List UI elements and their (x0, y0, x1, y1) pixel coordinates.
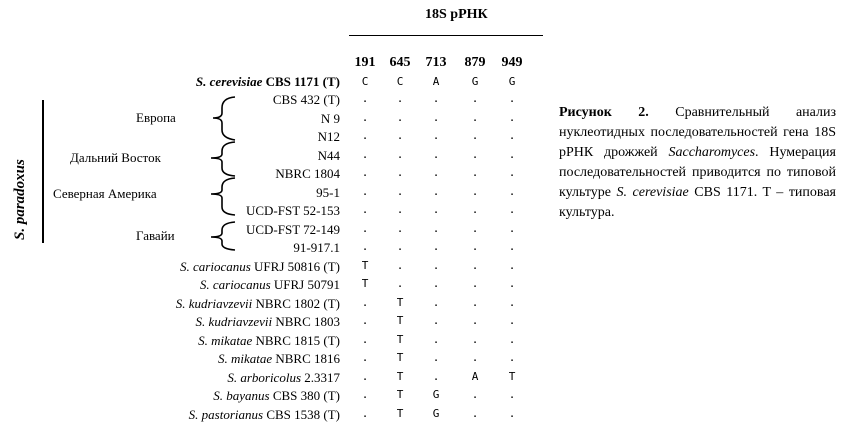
alignment-cell: . (508, 406, 516, 420)
alignment-cell: . (432, 295, 440, 309)
alignment-cell: T (396, 295, 404, 309)
alignment-cell: T (396, 406, 404, 420)
alignment-cell: . (432, 129, 440, 142)
strain-id: UCD-FST 72-149 (245, 221, 340, 237)
alignment-cell: . (471, 203, 479, 216)
alignment-cell: . (508, 110, 516, 124)
species-name: S. cariocanus (199, 277, 271, 292)
alignment-cell: . (396, 258, 404, 272)
alignment-cell: . (432, 314, 440, 327)
alignment-cell: . (471, 388, 479, 401)
alignment-cell: . (396, 129, 404, 142)
alignment-cell: . (432, 221, 440, 235)
alignment-cell: . (432, 369, 440, 383)
species-name: S. arboricolus (227, 369, 301, 385)
alignment-cell: . (396, 147, 404, 161)
strain-id: 95-1 (316, 184, 340, 200)
alignment-cell: . (396, 166, 404, 179)
strain-label (316, 185, 340, 201)
alignment-cell: . (508, 129, 516, 142)
alignment-cell: T (396, 314, 404, 327)
strain-id: NBRC 1803 (275, 314, 340, 329)
species-name: S. pastorianus (188, 406, 264, 422)
strain-id: CBS 432 (T) (272, 92, 340, 107)
species-name: S. mikatae (198, 332, 253, 348)
alignment-cell: . (508, 240, 516, 253)
alignment-cell: . (396, 92, 404, 105)
alignment-cell: . (361, 203, 369, 216)
strain-id: NBRC 1804 (275, 166, 340, 181)
strain-label (189, 407, 340, 423)
caption-text-3: CBS 1171. T – типовая культура. (559, 185, 836, 220)
strain-label (213, 388, 340, 404)
alignment-cell: . (432, 147, 440, 161)
strain-label (293, 240, 340, 256)
brace-far-east (211, 142, 235, 176)
reference-species: S. cerevisiae (195, 74, 263, 89)
strain-id: N44 (317, 147, 340, 163)
alignment-cell: . (508, 184, 516, 198)
alignment-cell: . (508, 147, 516, 161)
brace-north-america (211, 178, 235, 215)
species-name: S. cariocanus (180, 258, 251, 274)
alignment-cell: . (396, 110, 404, 124)
position-949: 949 (501, 55, 523, 70)
reference-base-cell: G (508, 75, 516, 88)
strain-label (218, 351, 340, 367)
alignment-cell: . (396, 240, 404, 253)
alignment-cell: . (361, 184, 369, 198)
strain-id: 2.3317 (304, 369, 340, 385)
alignment-cell: . (361, 406, 369, 420)
alignment-cell: T (361, 277, 369, 290)
alignment-cell: . (396, 184, 404, 198)
strain-label (321, 111, 340, 127)
alignment-cell: . (471, 314, 479, 327)
reference-base-cell: A (432, 75, 440, 88)
species-name: S. kudriavzevii (175, 295, 253, 311)
strain-label (198, 333, 340, 349)
alignment-cell: . (471, 332, 479, 346)
alignment-cell: . (508, 258, 516, 272)
strain-label (275, 166, 340, 182)
alignment-cell: G (432, 388, 440, 401)
alignment-cell: . (508, 203, 516, 216)
group-label-far-east: Дальний Восток (70, 150, 161, 165)
alignment-cell: . (432, 351, 440, 364)
alignment-cell: . (508, 332, 516, 346)
alignment-cell: . (361, 92, 369, 105)
group-label-north-america: Северная Америка (53, 186, 157, 201)
alignment-cell: . (432, 240, 440, 253)
strain-id: CBS 380 (T) (272, 388, 340, 403)
alignment-cell: . (361, 295, 369, 309)
caption-species: S. cerevisiae (616, 185, 689, 200)
alignment-cell: . (471, 295, 479, 309)
alignment-cell: . (471, 166, 479, 179)
alignment-cell: G (432, 406, 440, 420)
alignment-cell: . (361, 388, 369, 401)
alignment-cell: . (508, 314, 516, 327)
species-name: S. kudriavzevii (195, 314, 273, 329)
alignment-cell: . (471, 277, 479, 290)
species-name: S. bayanus (213, 388, 270, 403)
reference-base-cell: C (396, 75, 404, 88)
alignment-cell: . (508, 277, 516, 290)
alignment-cell: . (361, 240, 369, 253)
alignment-cell: . (361, 221, 369, 235)
strain-id: NBRC 1815 (T) (255, 332, 340, 348)
strain-label (200, 277, 340, 293)
strain-id: 91-917.1 (293, 240, 340, 255)
position-645: 645 (389, 55, 411, 70)
group-label-hawaii: Гавайи (136, 228, 175, 243)
alignment-cell: . (508, 295, 516, 309)
alignment-cell: . (432, 258, 440, 272)
alignment-cell: T (361, 258, 369, 272)
caption-genus: Saccharomyces (668, 145, 756, 160)
alignment-cell: T (396, 388, 404, 401)
alignment-cell: . (471, 221, 479, 235)
alignment-cell: . (432, 332, 440, 346)
alignment-cell: . (432, 166, 440, 179)
alignment-cell: . (432, 184, 440, 198)
group-label-europe: Европа (136, 110, 176, 125)
strain-label (246, 203, 340, 219)
alignment-cell: . (471, 129, 479, 142)
strain-label (227, 370, 340, 386)
alignment-cell: . (361, 147, 369, 161)
alignment-cell: . (471, 406, 479, 420)
alignment-cell: . (508, 221, 516, 235)
alignment-cell: . (432, 92, 440, 105)
alignment-cell: . (432, 203, 440, 216)
alignment-cell: . (396, 221, 404, 235)
strain-label (180, 259, 340, 275)
figure-caption (559, 103, 836, 223)
alignment-cell: . (361, 110, 369, 124)
strain-id: N12 (317, 129, 340, 144)
strain-id: UFRJ 50816 (T) (254, 258, 340, 274)
brace-hawaii (211, 222, 235, 250)
alignment-cell: T (508, 369, 516, 383)
strain-label (318, 129, 340, 145)
position-879: 879 (464, 55, 486, 70)
alignment-cell: . (471, 351, 479, 364)
reference-strain-id: CBS 1171 (T) (265, 74, 340, 89)
alignment-cell: T (396, 369, 404, 383)
gene-header: 18S рРНК (425, 7, 488, 22)
strain-id: UCD-FST 52-153 (245, 203, 340, 218)
strain-id: NBRC 1816 (275, 351, 340, 366)
alignment-cell: . (471, 92, 479, 105)
reference-base-cell: G (471, 75, 479, 88)
position-713: 713 (425, 55, 447, 70)
alignment-cell: . (508, 92, 516, 105)
strain-label (246, 222, 340, 238)
strain-label (318, 148, 340, 164)
alignment-cell: . (508, 388, 516, 401)
alignment-cell: . (396, 203, 404, 216)
caption-text-1: Сравнительный анализ нуклеотидных последовательностей гена 18S рРНК дрожжей (559, 105, 837, 160)
strain-id: N 9 (320, 110, 340, 126)
alignment-cell: . (471, 147, 479, 161)
alignment-cell: . (361, 129, 369, 142)
strain-id: NBRC 1802 (T) (255, 295, 340, 311)
position-191: 191 (354, 55, 376, 70)
alignment-cell: . (471, 240, 479, 253)
alignment-cell: . (432, 277, 440, 290)
alignment-cell: . (361, 166, 369, 179)
species-name: S. mikatae (217, 351, 273, 366)
alignment-cell: . (361, 369, 369, 383)
clade-label: S. paradoxus (12, 159, 28, 240)
strain-label (273, 92, 340, 108)
alignment-cell: . (508, 351, 516, 364)
alignment-cell: . (471, 258, 479, 272)
alignment-cell: . (432, 110, 440, 124)
alignment-cell: A (471, 369, 479, 383)
brace-europe (213, 97, 235, 140)
caption-text-2: . Нумерация последовательностей приводится по типовой культуре (559, 145, 836, 200)
alignment-cell: . (471, 110, 479, 124)
alignment-cell: . (396, 277, 404, 290)
alignment-cell: T (396, 351, 404, 364)
alignment-cell: . (508, 166, 516, 179)
reference-base-cell: C (361, 75, 369, 88)
alignment-cell: . (361, 332, 369, 346)
strain-id: UFRJ 50791 (273, 277, 340, 292)
caption-title: Рисунок 2. (559, 105, 649, 120)
alignment-cell: T (396, 332, 404, 346)
alignment-cell: . (471, 184, 479, 198)
strain-label (176, 296, 340, 312)
strain-label (196, 314, 340, 330)
alignment-cell: . (361, 351, 369, 364)
strain-id: CBS 1538 (T) (266, 406, 340, 422)
alignment-cell: . (361, 314, 369, 327)
